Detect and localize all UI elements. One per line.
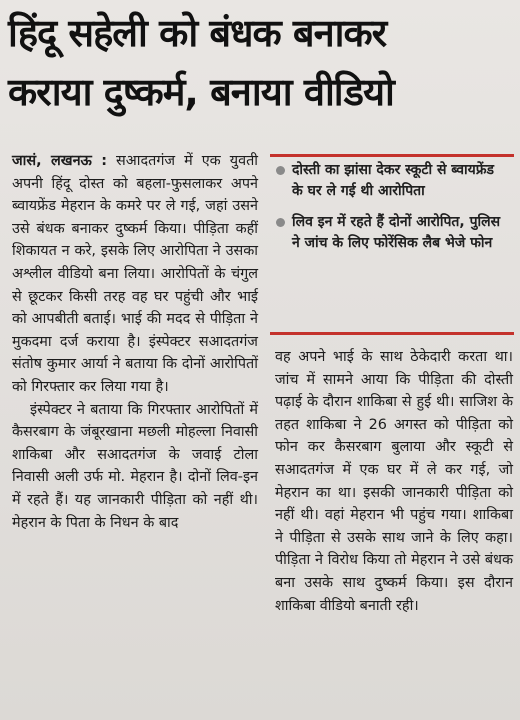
highlight-box-top-rule: [270, 154, 514, 157]
highlight-item: [276, 212, 508, 254]
headline: [8, 4, 512, 122]
highlight-item: [276, 160, 508, 202]
article-paragraph-1-text: सआदतगंज में एक युवती अपनी हिंदू दोस्त को बहला-फुसलाकर अपने ब्वायफ्रेंड मेहरान के कमरे पर ले गई, जहां उसने उसे बंधक बनाकर दुष्कर्म किया। पीड़िता कहीं शिकायत न करे, इसके लिए आरोपिता ने उसका अश्लील वीडियो बना लिया। आरोपितों के चंगुल से छूटकर किसी तरह वह घर पहुंची और भाई को आपबीती बताई। भाई की मदद से पीड़िता ने मुकदमा दर्ज कराया है। इंस्पेक्टर सआदतगंज संतोष कुमार आर्या ने बताया कि दोनों आरोपितों को गिरफ्तार कर लिया गया है।: [12, 153, 258, 395]
article-paragraph-2: इंस्पेक्टर ने बताया कि गिरफ्तार आरोपितों में कैसरबाग के जंबूरखाना मछली मोहल्ला निवासी शाकिबा और सआदतगंज के जवाई टोला निवासी अली उर्फ मो. मेहरान है। दोनों लिव-इन में रहते हैं। यह जानकारी पीड़िता को नहीं थी। मेहरान के पिता के निधन के बाद: [12, 401, 258, 531]
article-column-left: [12, 150, 258, 534]
highlight-box: [276, 160, 508, 264]
headline-line-2: कराया दुष्कर्म, बनाया वीडियो: [8, 70, 394, 114]
highlight-text: दोस्ती का झांसा देकर स्कूटी से ब्वायफ्रेंड के घर ले गई थी आरोपिता: [292, 162, 495, 199]
article-paragraph-3: वह अपने भाई के साथ ठेकेदारी करता था। जांच में सामने आया कि पीड़िता की दोस्ती पढ़ाई के दौरान शाकिबा से हुई थी। साजिश के तहत शाकिबा ने 26 अगस्त को पीड़िता को फोन कर कैसरबाग बुलाया और स्कूटी से सआदतगंज में एक घर में ले कर गई, जो मेहरान का था। इसकी जानकारी पीड़िता को नहीं थी। वहां मेहरान भी पहुंच गया। शाकिबा ने पीड़िता से उसके साथ जाने के लिए कहा। पीड़िता ने विरोध किया तो मेहरान ने उसे बंधक बना उसके साथ दुष्कर्म किया। इस दौरान शाकिबा वीडियो बनाती रही।: [275, 349, 513, 614]
byline: जासं, लखनऊ :: [12, 153, 108, 169]
bullet-dot-icon: [276, 166, 285, 175]
highlight-box-bottom-rule: [270, 332, 514, 335]
headline-line-1: हिंदू सहेली को बंधक बनाकर: [8, 11, 387, 55]
article-column-right: [275, 346, 513, 617]
highlight-text: लिव इन में रहते हैं दोनों आरोपित, पुलिस ने जांच के लिए फोरेंसिक लैब भेजे फोन: [292, 214, 501, 251]
bullet-dot-icon: [276, 218, 285, 227]
article-paragraph-1: [12, 150, 258, 399]
